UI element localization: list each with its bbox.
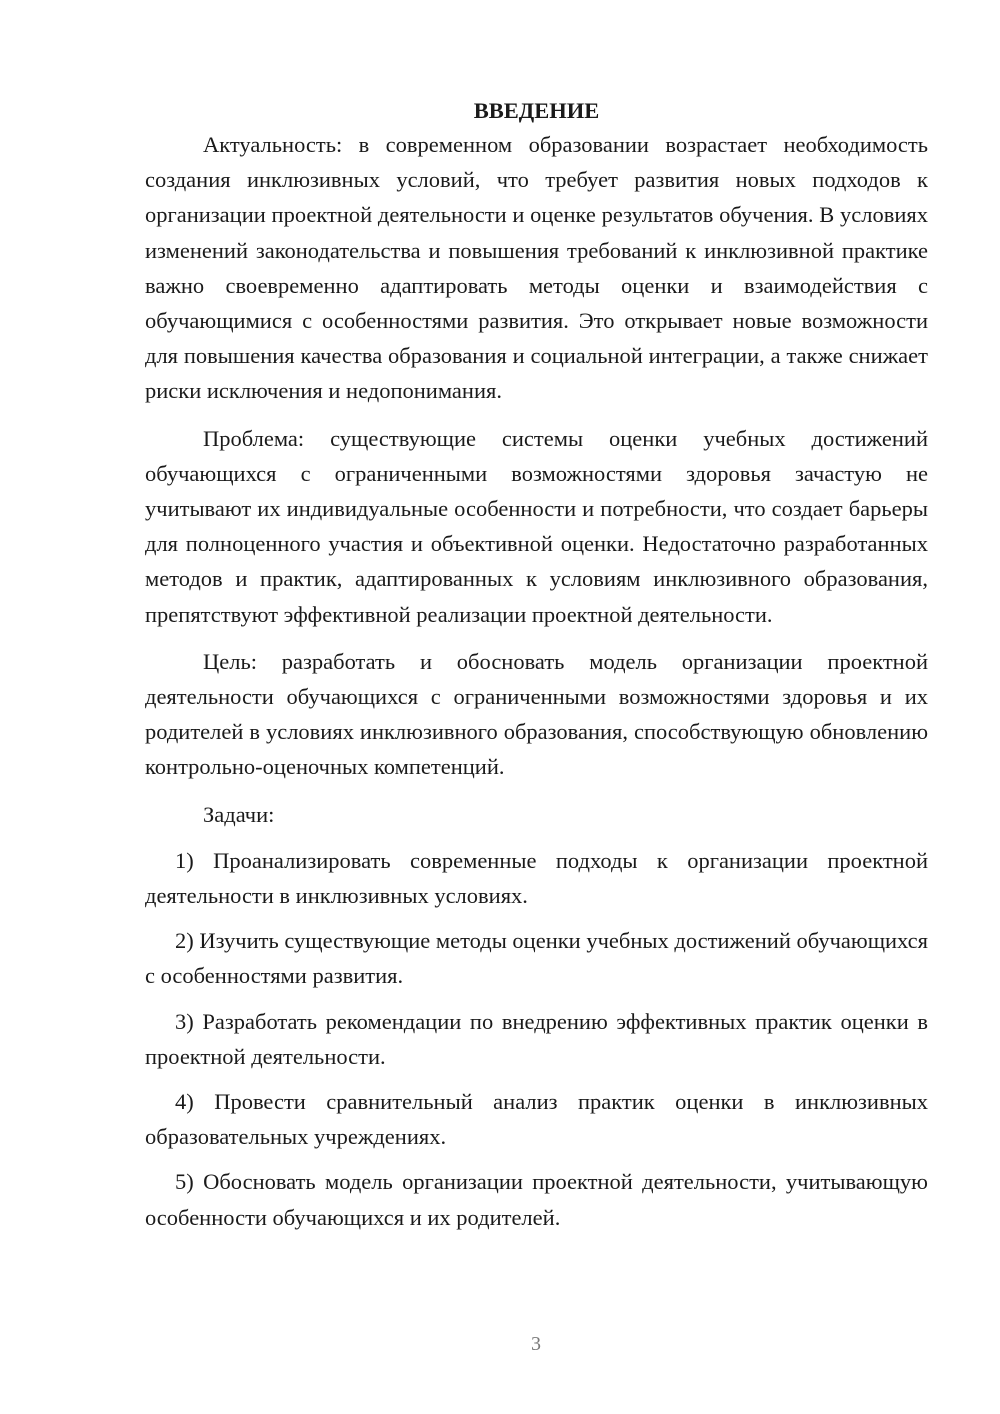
task-item-4: 4) Провести сравнительный анализ практик оценки в инклюзивных образовательных учреждениях. [145, 1089, 928, 1150]
paragraph-relevance: Актуальность: в современном образовании возрастает необходимость создания инклюзивных условий, что требует развития новых подходов к организации проектной деятельности и оценке результатов обучения. В условиях изменений законодательства и повышения требований к инклюзивной практике важно своевременно адаптировать методы оценки и взаимодействия с обучающимися с особенностями развития. Это открывает новые возможности для повышения качества образования и социальной интеграции, а также снижает риски исключения и недопонимания. [145, 132, 928, 404]
page-content [145, 93, 928, 1245]
task-item-1: 1) Проанализировать современные подходы к организации проектной деятельности в инклюзивных условиях. [145, 847, 928, 909]
paragraph-goal: Цель: разработать и обосновать модель организации проектной деятельности обучающихся с ограниченными возможностями здоровья и их родителей в условиях инклюзивного образования, способствующую обновлению контрольно-оценочных компетенций. [145, 648, 928, 780]
page-number: 3 [531, 1333, 541, 1355]
tasks-heading: Задачи: [203, 801, 275, 827]
task-item-5: 5) Обосновать модель организации проектной деятельности, учитывающую особенности обучающихся и их родителей. [145, 1169, 928, 1230]
paragraph-problem: Проблема: существующие системы оценки учебных достижений обучающихся с ограниченными возможностями здоровья зачастую не учитывают их индивидуальные особенности и потребности, что создает барьеры для полноценного участия и объективной оценки. Недостаточно разработанных методов и практик, адаптированных к условиям инклюзивного образования, препятствуют эффективной реализации проектной деятельности. [145, 425, 928, 627]
task-item-2: 2) Изучить существующие методы оценки учебных достижений обучающихся с особенностями развития. [145, 928, 928, 989]
section-title: ВВЕДЕНИЕ [473, 98, 600, 123]
task-item-3: 3) Разработать рекомендации по внедрению эффективных практик оценки в проектной деятельности. [145, 1008, 928, 1069]
